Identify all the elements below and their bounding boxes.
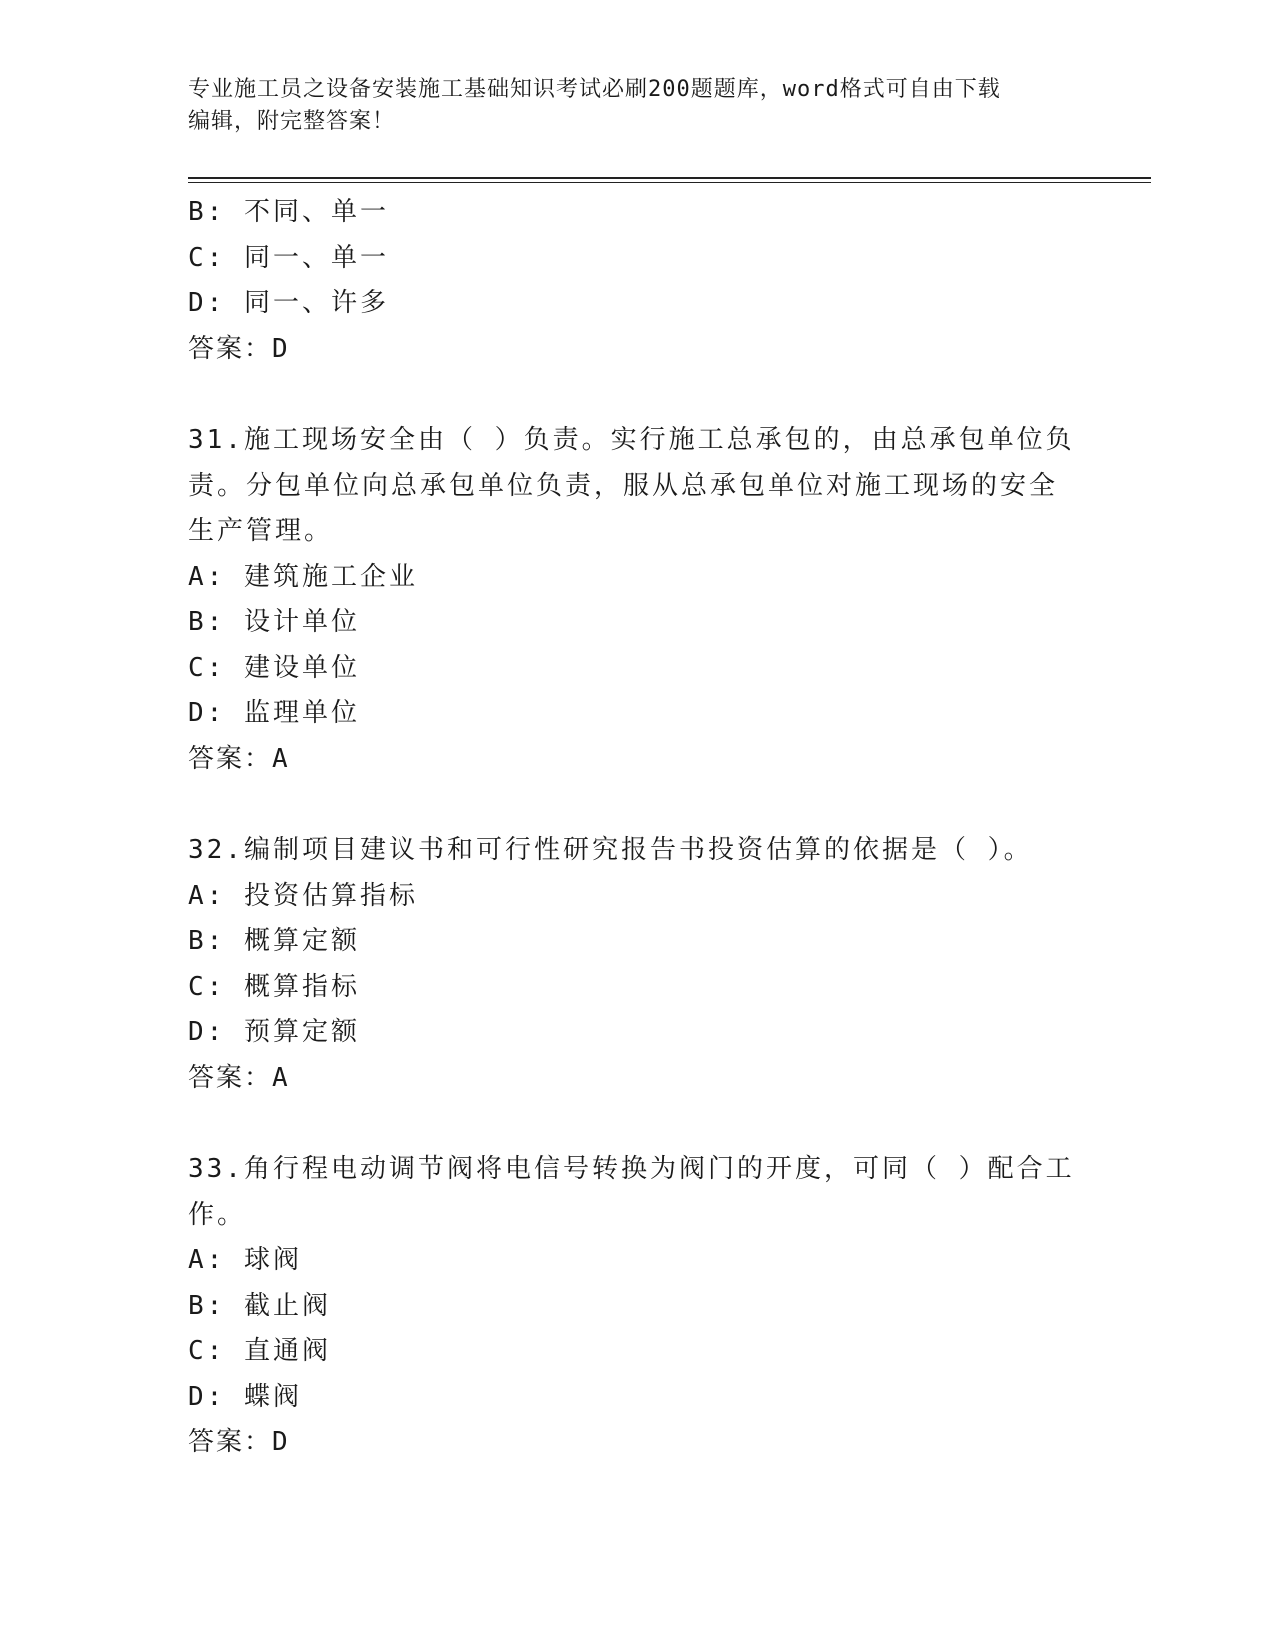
question-prev (188, 190, 1088, 372)
header-line-1: 专业施工员之设备安装施工基础知识考试必刷200题题库，word格式可自由下载 (188, 77, 1001, 102)
document-body (188, 190, 1088, 1466)
option-letter: A: (188, 880, 226, 911)
option-c (188, 646, 1088, 692)
option-letter: B: (188, 1290, 226, 1321)
answer-label: 答案： (188, 1427, 273, 1457)
answer-value: D (272, 333, 290, 364)
option-text: 同一、许多 (243, 288, 389, 318)
question-stem-line: 32.编制项目建议书和可行性研究报告书投资估算的依据是（ ）。 (188, 835, 1033, 865)
option-text: 截止阀 (243, 1290, 331, 1321)
option-text: 蝶阀 (243, 1381, 302, 1412)
option-text: 球阀 (243, 1245, 302, 1275)
option-letter: A: (188, 561, 226, 592)
option-letter: D: (188, 1381, 226, 1412)
option-a (188, 1238, 1088, 1284)
option-letter: D: (188, 698, 226, 728)
option-letter: C: (188, 242, 226, 273)
answer-value: D (272, 1427, 290, 1457)
option-b (188, 190, 1088, 236)
answer-value: A (272, 1062, 290, 1093)
document-header (188, 74, 1088, 138)
option-d (188, 1375, 1088, 1421)
option-a (188, 555, 1088, 601)
option-letter: D: (188, 288, 226, 318)
answer-label: 答案： (188, 1062, 273, 1093)
option-letter: B: (188, 926, 226, 956)
option-letter: B: (188, 607, 226, 637)
option-text: 同一、单一 (243, 242, 389, 273)
answer-line (188, 1420, 1088, 1466)
option-letter: C: (188, 971, 226, 1002)
option-text: 概算定额 (243, 926, 360, 956)
option-text: 监理单位 (243, 698, 360, 728)
option-text: 投资估算指标 (243, 880, 418, 911)
option-c (188, 965, 1088, 1011)
option-d (188, 691, 1088, 737)
answer-label: 答案： (188, 333, 273, 364)
header-divider-thick (188, 177, 1151, 179)
answer-line (188, 737, 1088, 783)
answer-line (188, 1056, 1088, 1102)
question-stem-line: 31.施工现场安全由（ ）负责。实行施工总承包的，由总承包单位负 (188, 425, 1075, 455)
option-d (188, 1010, 1088, 1056)
option-text: 直通阀 (243, 1336, 331, 1366)
option-text: 设计单位 (243, 607, 360, 637)
option-letter: A: (188, 1245, 226, 1275)
option-letter: D: (188, 1017, 226, 1047)
question-stem-line: 作。 (188, 1199, 247, 1230)
option-text: 建筑施工企业 (243, 561, 418, 592)
option-letter: C: (188, 1336, 226, 1366)
option-text: 概算指标 (243, 971, 360, 1002)
option-c (188, 236, 1088, 282)
option-b (188, 1284, 1088, 1330)
question-stem-line: 生产管理。 (188, 516, 334, 546)
option-b (188, 600, 1088, 646)
question-31 (188, 418, 1088, 782)
question-32 (188, 828, 1088, 1101)
header-line-2: 编辑，附完整答案！ (188, 109, 396, 134)
option-text: 建设单位 (243, 652, 360, 683)
answer-line (188, 327, 1088, 373)
header-divider-thin (188, 182, 1151, 183)
answer-label: 答案： (188, 743, 273, 774)
option-text: 不同、单一 (243, 197, 389, 227)
option-text: 预算定额 (243, 1017, 360, 1047)
option-a (188, 874, 1088, 920)
option-b (188, 919, 1088, 965)
option-letter: C: (188, 652, 226, 683)
option-letter: B: (188, 197, 226, 227)
question-33 (188, 1147, 1088, 1466)
question-stem-line: 33.角行程电动调节阀将电信号转换为阀门的开度，可同（ ）配合工 (188, 1154, 1075, 1184)
option-d (188, 281, 1088, 327)
answer-value: A (272, 743, 290, 774)
option-c (188, 1329, 1088, 1375)
question-stem-line: 责。分包单位向总承包单位负责，服从总承包单位对施工现场的安全 (188, 470, 1059, 501)
